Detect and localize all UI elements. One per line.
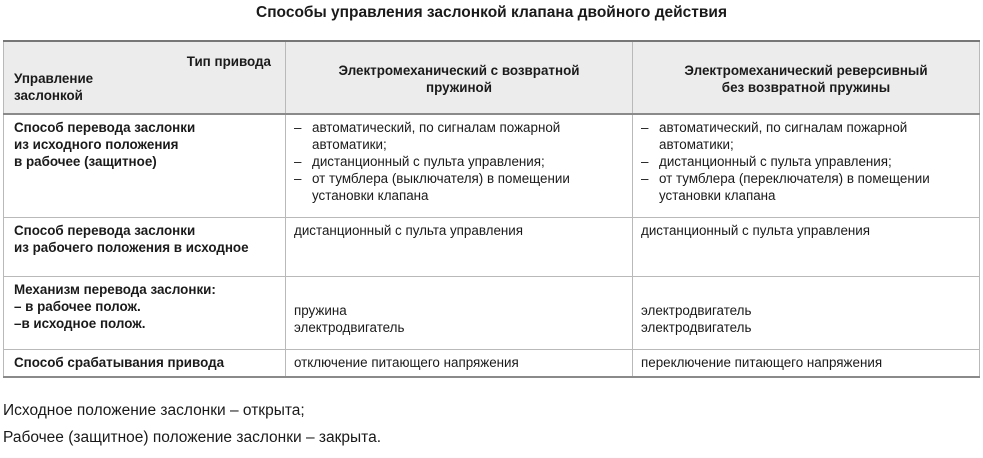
row-header-line: –в исходное полож. [14, 315, 146, 331]
control-label [14, 70, 93, 104]
table-cell: дистанционный с пульта управления [286, 217, 633, 276]
list-item: – дистанционный с пульта управления; [641, 153, 971, 170]
row-header-line: Механизм перевода заслонки: [14, 281, 216, 297]
table-cell: переключение питающего напряжения [633, 349, 980, 377]
cell-line: пружина [294, 302, 347, 318]
list-item: – дистанционный с пульта управления; [294, 153, 624, 170]
column-header-line: без возвратной пружины [721, 80, 891, 95]
drive-type-label: Тип привода [186, 54, 271, 69]
row-header-line: Способ срабатывания привода [14, 354, 225, 370]
corner-header-cell [4, 41, 286, 114]
comparison-table [3, 40, 980, 378]
row-header-trigger-method [4, 349, 286, 377]
row-header-mechanism [4, 276, 286, 349]
table-cell: дистанционный с пульта управления [633, 217, 980, 276]
list-item: – автоматический, по сигналам пожарной автоматики; [641, 119, 971, 153]
table-header-row [4, 41, 980, 114]
method-list [641, 119, 971, 204]
table-row [4, 114, 980, 217]
row-header-line: – в рабочее полож. [14, 298, 141, 314]
table-cell [633, 114, 980, 217]
row-header-line: из рабочего положения в исходное [14, 239, 249, 255]
row-header-open-to-work [4, 114, 286, 217]
table-cell [286, 276, 633, 349]
footnotes [3, 397, 381, 451]
column-header-spring-return [286, 41, 633, 114]
row-header-line: из исходного положения [14, 137, 179, 152]
method-list [294, 119, 624, 204]
table-cell [633, 276, 980, 349]
cell-line: электродвигатель [294, 319, 405, 335]
table-row [4, 349, 980, 377]
cell-line: электродвигатель [641, 302, 752, 318]
column-header-reversible [633, 41, 980, 114]
column-header-line: Электромеханический с возвратной [338, 63, 580, 78]
row-header-line: Способ перевода заслонки [14, 222, 196, 238]
row-header-work-to-open [4, 217, 286, 276]
table-row [4, 276, 980, 349]
page-title: Способы управления заслонкой клапана двойного действия [256, 4, 727, 21]
footnote: Рабочее (защитное) положение заслонки – закрыта. [3, 429, 382, 446]
list-item: – от тумблера (выключателя) в помещении установки клапана [294, 170, 624, 204]
footnote: Исходное положение заслонки – открыта; [3, 402, 305, 419]
table-cell: отключение питающего напряжения [286, 349, 633, 377]
control-label-line: заслонкой [14, 88, 83, 103]
row-header-line: Способ перевода заслонки [14, 120, 196, 135]
control-label-line: Управление [14, 71, 94, 86]
row-header-line: в рабочее (защитное) [14, 154, 157, 169]
column-header-line: пружиной [426, 80, 492, 95]
table-cell [286, 114, 633, 217]
table-row [4, 217, 980, 276]
cell-line: электродвигатель [641, 319, 752, 335]
column-header-line: Электромеханический реверсивный [684, 63, 928, 78]
list-item: – автоматический, по сигналам пожарной автоматики; [294, 119, 624, 153]
list-item: – от тумблера (переключателя) в помещении установки клапана [641, 170, 971, 204]
